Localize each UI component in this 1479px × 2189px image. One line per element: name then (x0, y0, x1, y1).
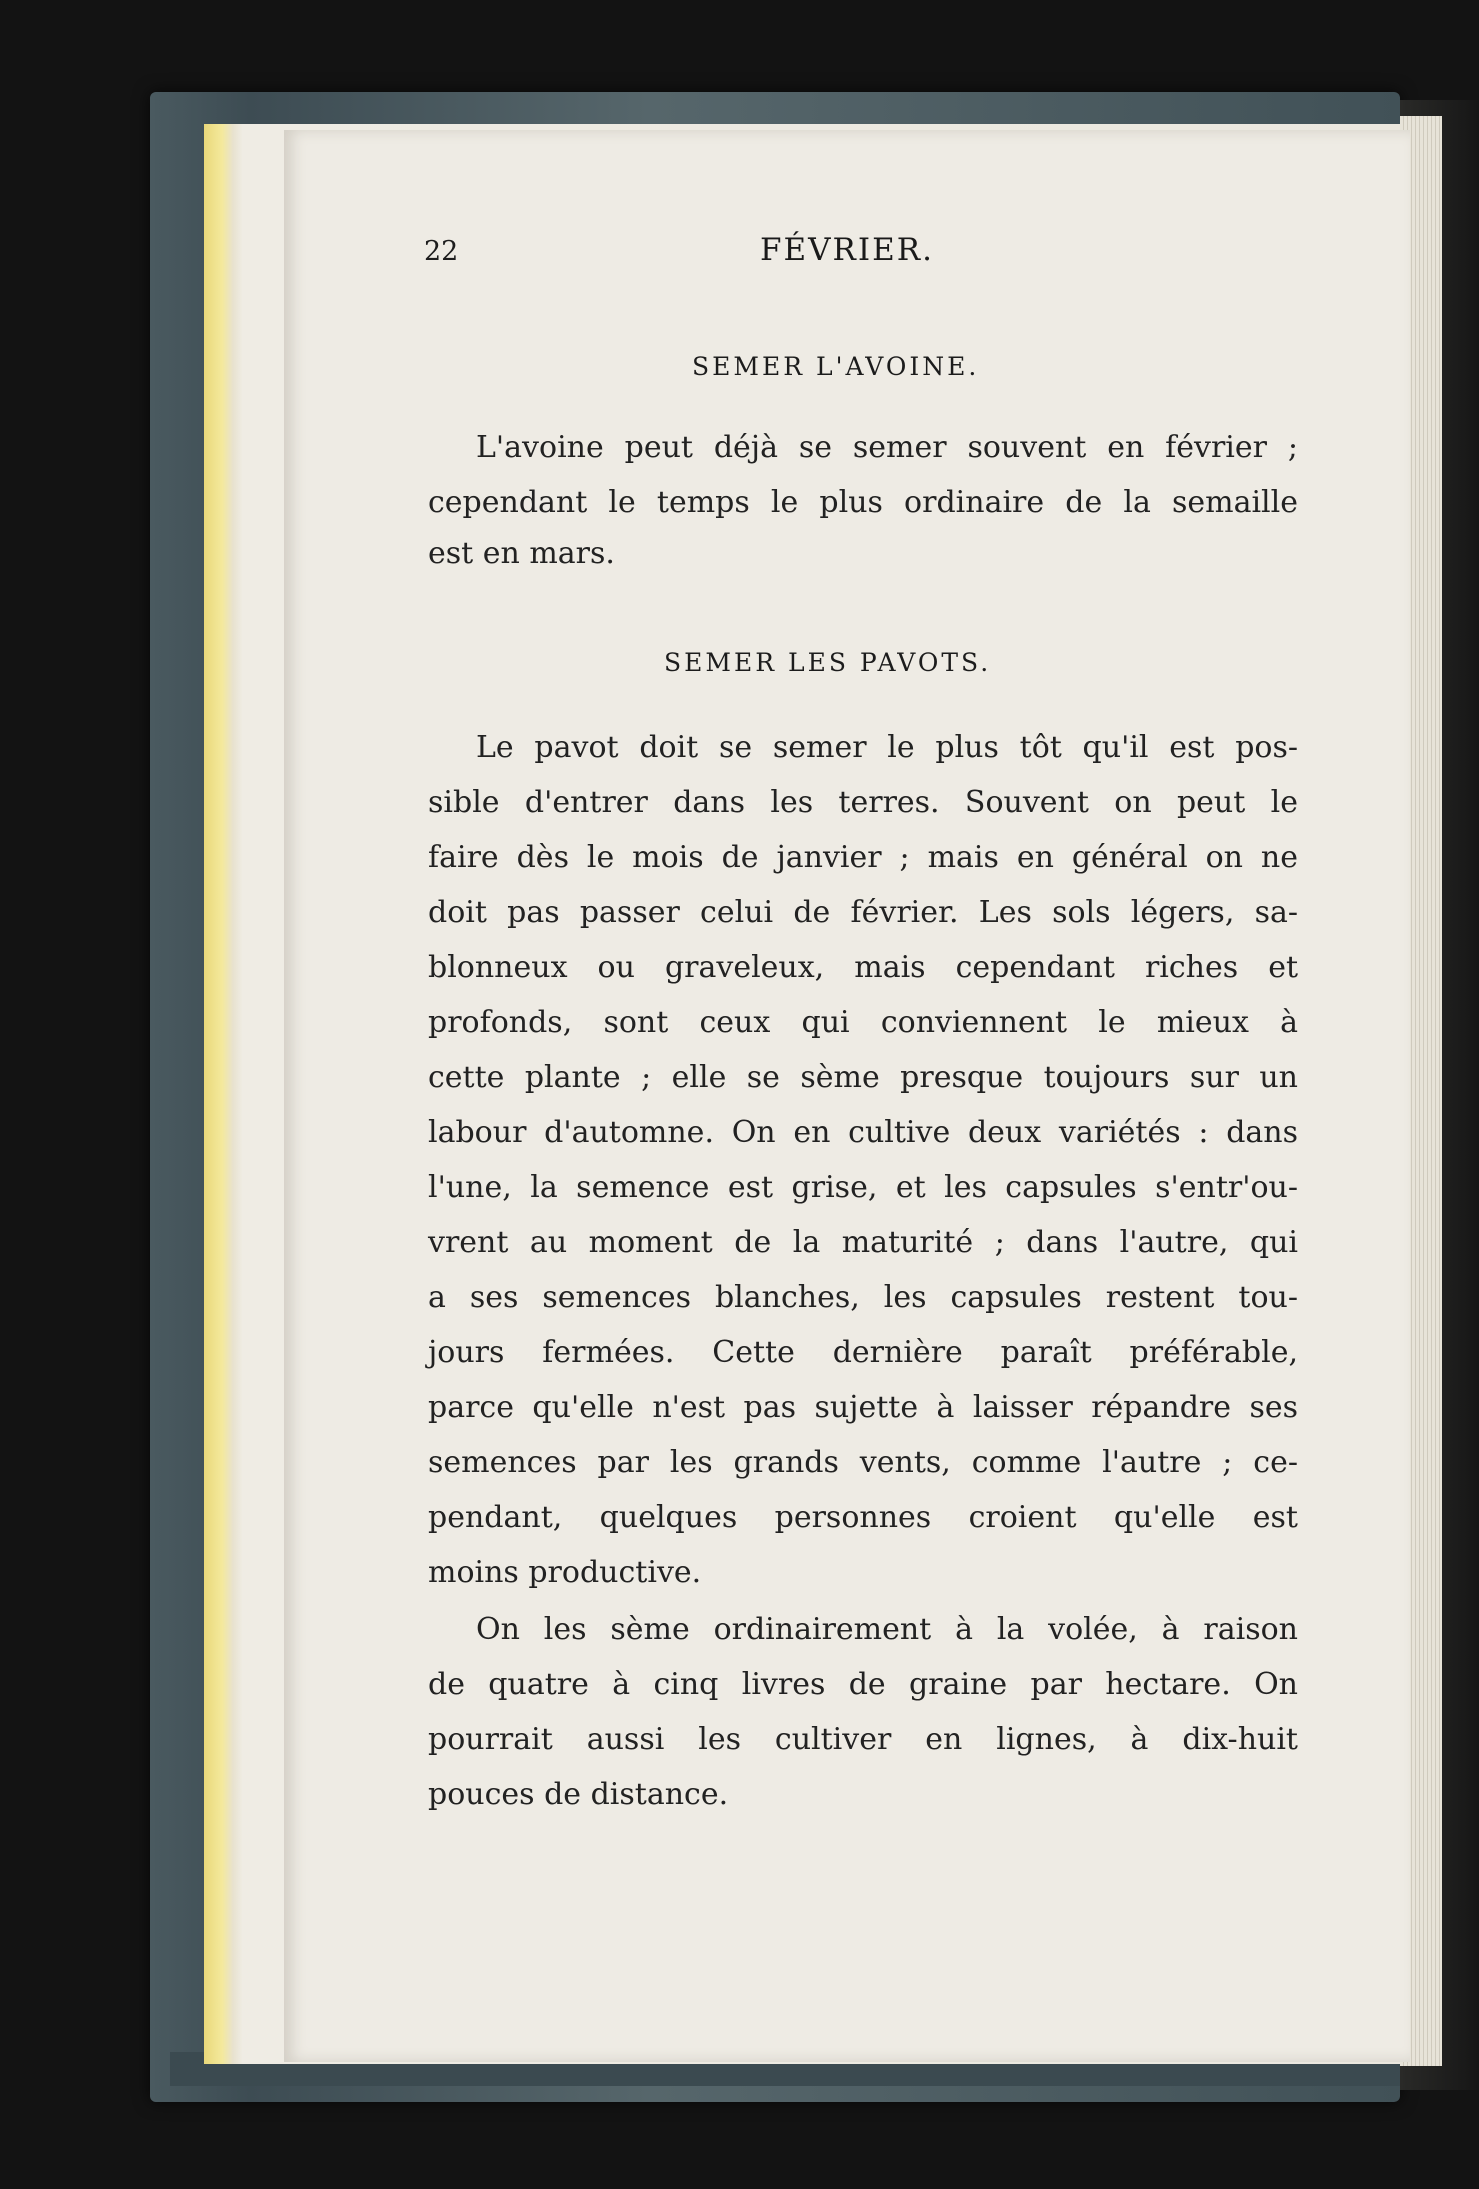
page-number: 22 (424, 236, 459, 267)
text-line: semences par les grands vents, comme l'autre ; ce- (428, 1445, 1298, 1480)
text-line: jours fermées. Cette dernière paraît préférable, (428, 1335, 1298, 1370)
text-line: sible d'entrer dans les terres. Souvent on peut le (428, 785, 1298, 820)
text-line: Le pavot doit se semer le plus tôt qu'il est pos- (476, 730, 1298, 765)
text-line: pendant, quelques personnes croient qu'elle est (428, 1500, 1298, 1535)
text-line: moins productive. (428, 1555, 702, 1590)
text-line: L'avoine peut déjà se semer souvent en février ; (476, 430, 1298, 465)
text-line: pouces de distance. (428, 1777, 729, 1812)
text-line: pourrait aussi les cultiver en lignes, à dix-huit (428, 1722, 1298, 1757)
text-line: est en mars. (428, 536, 615, 571)
book-page (284, 130, 1410, 2062)
text-line: cette plante ; elle se sème presque toujours sur un (428, 1060, 1298, 1095)
text-line: doit pas passer celui de février. Les sols légers, sa- (428, 895, 1298, 930)
text-line: de quatre à cinq livres de graine par hectare. On (428, 1667, 1298, 1702)
text-line: a ses semences blanches, les capsules restent tou- (428, 1280, 1298, 1315)
text-line: labour d'automne. On en cultive deux variétés : dans (428, 1115, 1298, 1150)
text-line: vrent au moment de la maturité ; dans l'autre, qui (428, 1225, 1298, 1260)
section-heading-avoine: SEMER L'AVOINE. (692, 352, 980, 381)
text-line: faire dès le mois de janvier ; mais en général on ne (428, 840, 1298, 875)
text-line: profonds, sont ceux qui conviennent le mieux à (428, 1005, 1298, 1040)
section-heading-pavots: SEMER LES PAVOTS. (664, 648, 992, 677)
text-line: parce qu'elle n'est pas sujette à laisser répandre ses (428, 1390, 1298, 1425)
text-line: On les sème ordinairement à la volée, à raison (476, 1612, 1298, 1647)
text-line: cependant le temps le plus ordinaire de la semaille (428, 485, 1298, 520)
text-line: blonneux ou graveleux, mais cependant riches et (428, 950, 1298, 985)
running-head: FÉVRIER. (760, 232, 934, 268)
text-line: l'une, la semence est grise, et les capsules s'entr'ou- (428, 1170, 1298, 1205)
